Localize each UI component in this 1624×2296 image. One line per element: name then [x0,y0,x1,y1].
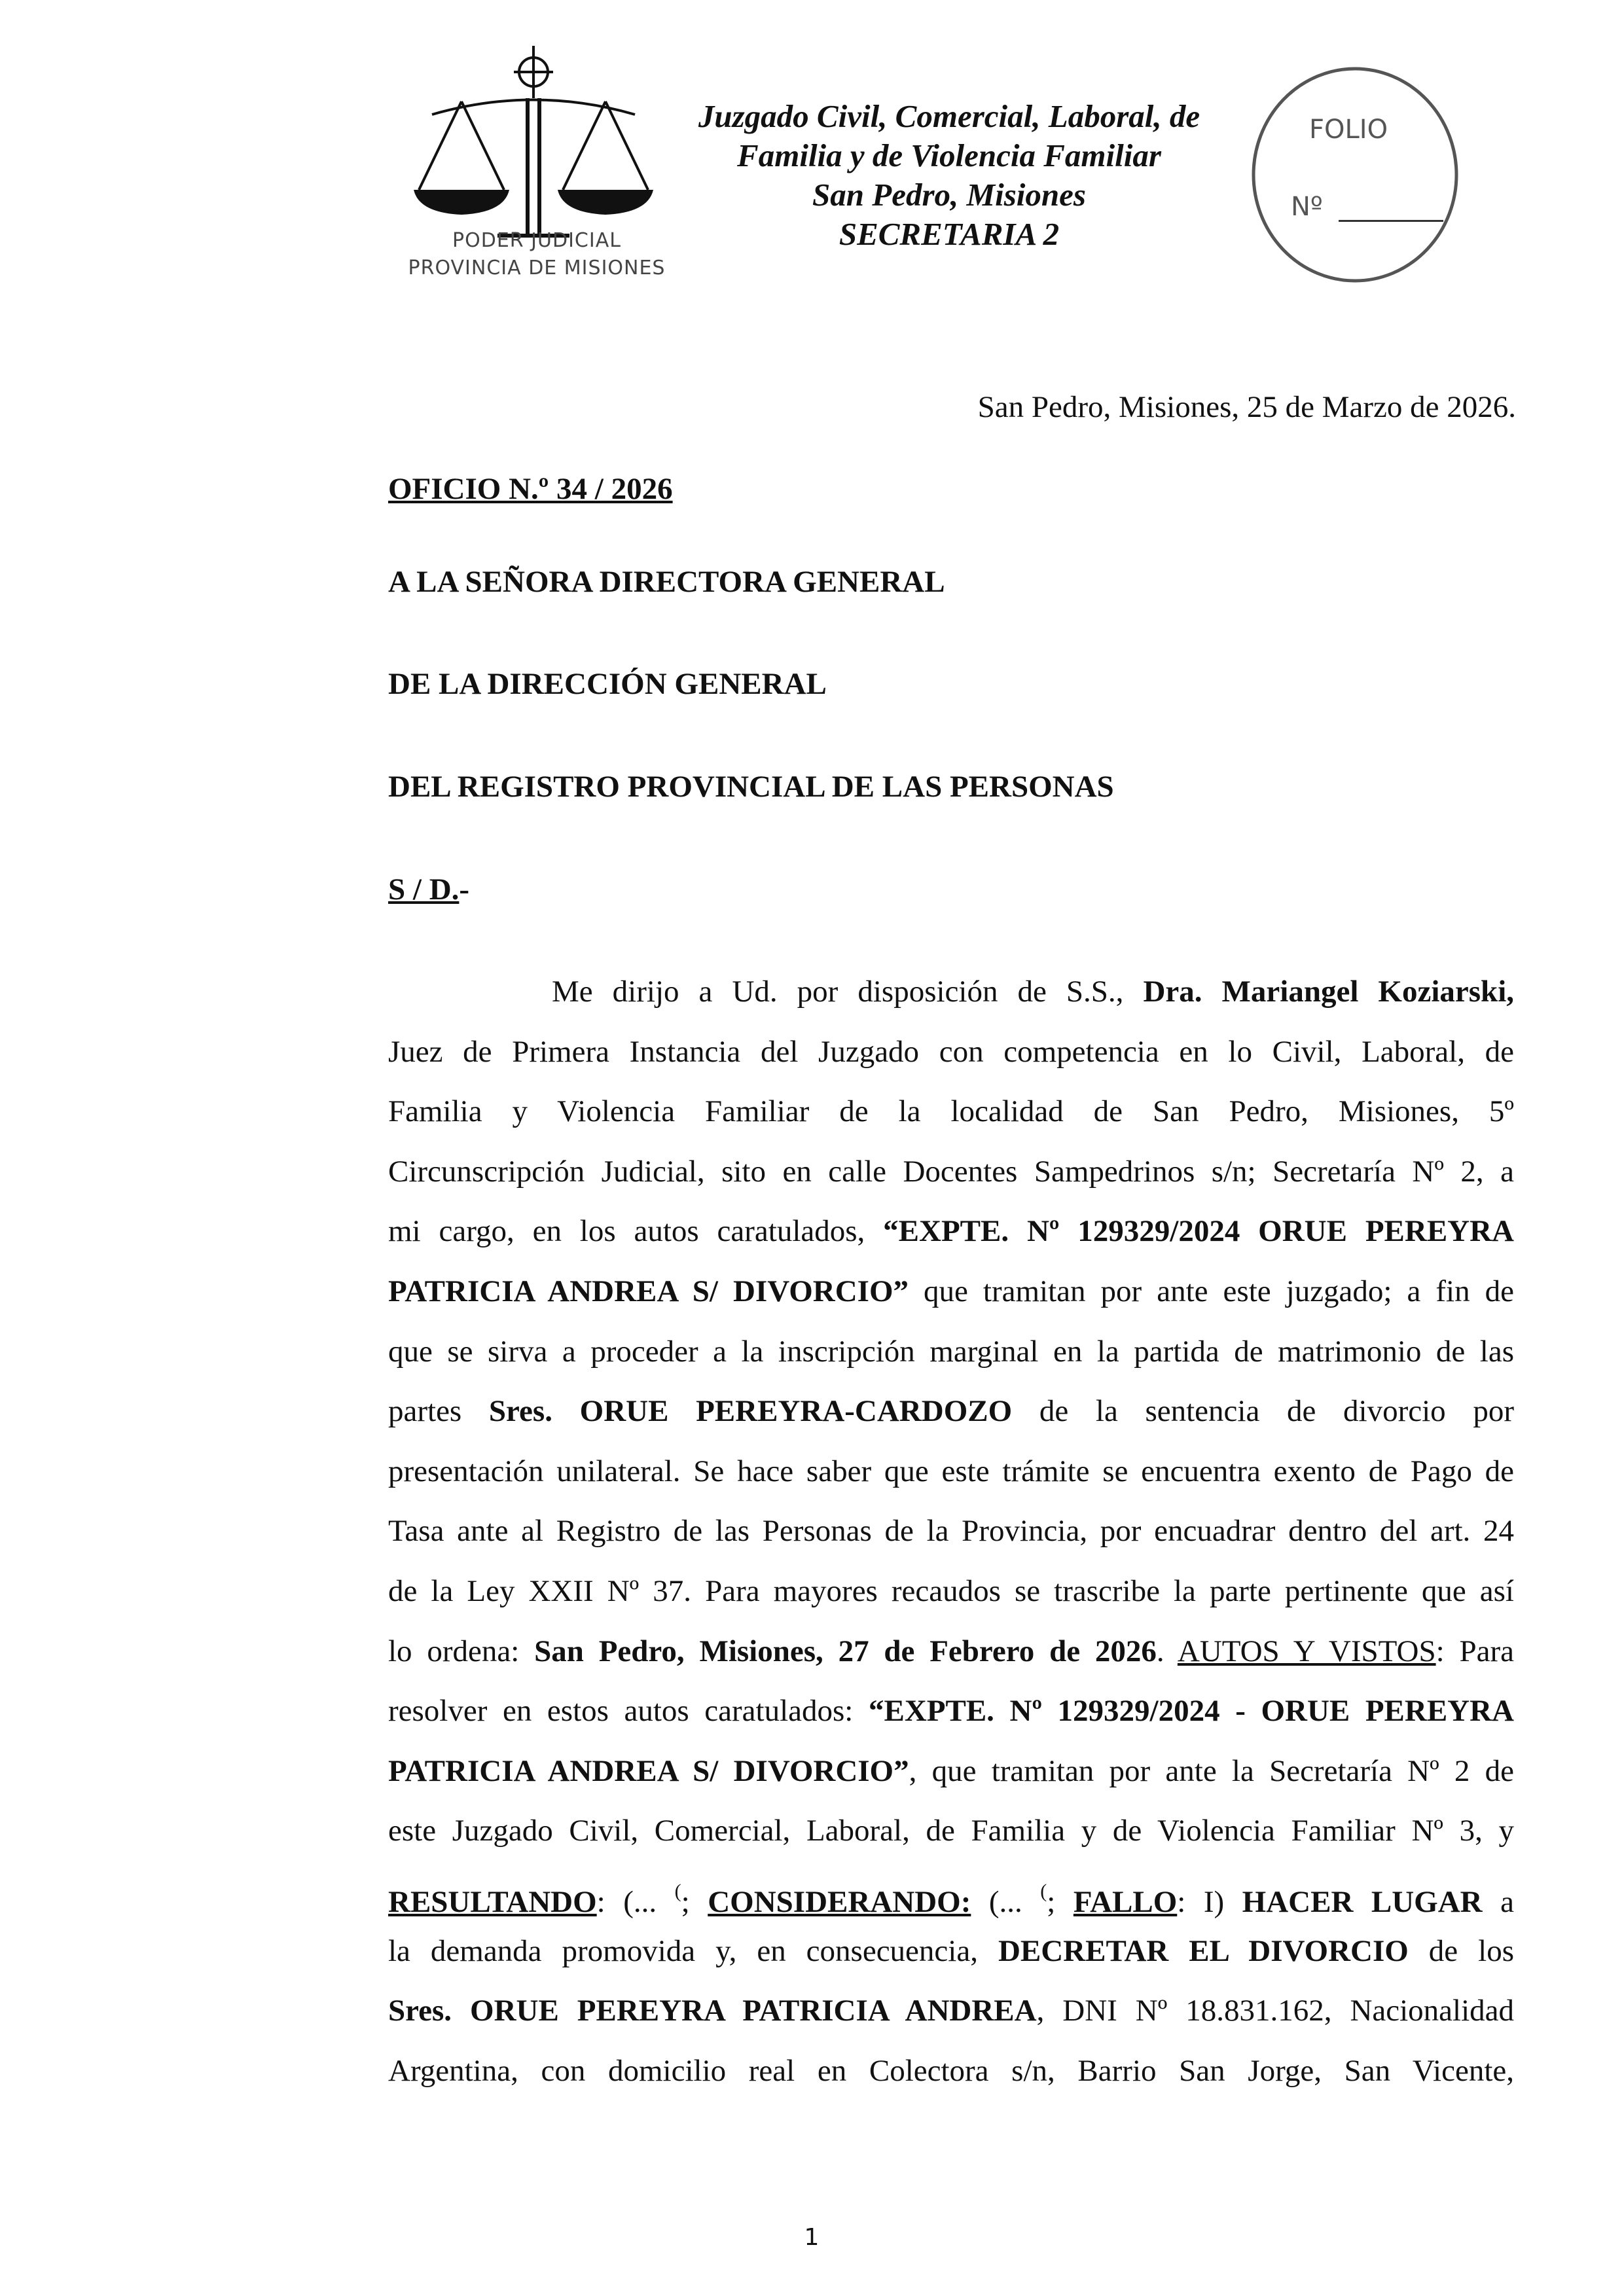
text: : Para [1435,1634,1514,1668]
folio-label: FOLIO [1309,115,1388,145]
body-line: de la Ley XXII Nº 37. Para mayores recaudos se trascribe la parte pertinente que así [388,1573,1514,1608]
autos-y-vistos: AUTOS Y VISTOS [1177,1634,1436,1668]
folio-stamp-circle [1247,62,1463,288]
court-heading [681,97,1218,254]
text: de los [1408,1933,1514,1968]
text: (... [971,1884,1041,1919]
party-name: Sres. ORUE PEREYRA PATRICIA ANDREA [388,1994,1037,2028]
text: ; [681,1884,708,1919]
body-line [388,1742,1514,1802]
body-line [388,1262,1514,1322]
case-title: “EXPTE. Nº 129329/2024 ORUE PEREYRA [883,1214,1514,1249]
case-title: PATRICIA ANDREA S/ DIVORCIO” [388,1274,909,1308]
court-line: Familia y de Violencia Familiar [737,137,1161,173]
text: a [1482,1884,1515,1919]
body-line [388,1681,1514,1742]
page-number: 1 [804,2224,820,2251]
date-line: San Pedro, Misiones, 25 de Marzo de 2026. [977,390,1516,424]
superscript: ( [674,1880,681,1902]
text: , que tramitan por ante la Secretaría Nº 2 de [909,1753,1514,1788]
body-line: presentación unilateral. Se hace saber que este trámite se encuentra exento de Pago de [388,1454,1514,1488]
body-line: Juez de Primera Instancia del Juzgado con competencia en lo Civil, Laboral, de [388,1034,1514,1069]
body-paragraph [388,962,1514,2101]
body-line [388,1622,1514,1682]
ruling-date: San Pedro, Misiones, 27 de Febrero de 2026 [534,1634,1157,1668]
fallo: FALLO [1073,1884,1178,1919]
body-line [388,1981,1514,2041]
text: ; [1047,1884,1074,1919]
text: , DNI Nº 18.831.162, Nacionalidad [1036,1994,1514,2028]
case-title: PATRICIA ANDREA S/ DIVORCIO” [388,1753,909,1788]
court-line: San Pedro, Misiones [812,177,1086,213]
text: Me dirijo a Ud. por disposición de S.S., [552,975,1144,1009]
text: que tramitan por ante este juzgado; a fin de [909,1274,1514,1308]
case-title: “EXPTE. Nº 129329/2024 - ORUE PEREYRA [868,1694,1514,1729]
text: de la sentencia de divorcio por [1012,1394,1514,1429]
decretar-divorcio: DECRETAR EL DIVORCIO [998,1933,1409,1968]
parties-name: Sres. ORUE PEREYRA-CARDOZO [488,1394,1013,1429]
text: lo ordena: [388,1634,535,1668]
court-line: SECRETARIA 2 [839,216,1060,252]
salutation [388,872,469,907]
folio-number-blank-line [1339,220,1443,222]
body-line: que se sirva a proceder a la inscripción marginal en la partida de matrimonio de las [388,1334,1514,1369]
body-line: Tasa ante al Registro de las Personas de la Provincia, por encuadrar dentro del art. 24 [388,1514,1514,1549]
body-line: Circunscripción Judicial, sito en calle Docentes Sampedrinos s/n; Secretaría Nº 2, a [388,1154,1514,1189]
hacer-lugar: HACER LUGAR [1242,1884,1483,1919]
salutation-main: S / D. [388,872,460,906]
body-line: Familia y Violencia Familiar de la localidad de San Pedro, Misiones, 5º [388,1094,1514,1129]
text: . [1156,1634,1178,1668]
body-line [388,1382,1514,1442]
court-line: Juzgado Civil, Comercial, Laboral, de [698,98,1200,134]
recipient-line: A LA SEÑORA DIRECTORA GENERAL [388,565,945,599]
recipient-line: DE LA DIRECCIÓN GENERAL [388,667,827,701]
body-line: este Juzgado Civil, Comercial, Laboral, de Familia y de Violencia Familiar Nº 3, y [388,1814,1514,1848]
seal-text-poder-judicial: PODER JUDICIAL [452,229,621,252]
folio-number-prefix: Nº [1291,192,1323,222]
text: resolver en estos autos caratulados: [388,1694,869,1729]
text: : I) [1177,1884,1242,1919]
text: : (... [596,1884,675,1919]
superscript: ( [1040,1880,1047,1902]
text: mi cargo, en los autos caratulados, [388,1214,884,1249]
judge-name: Dra. Mariangel Koziarski, [1143,975,1515,1009]
body-line [388,962,1514,1022]
seal-text-provincia: PROVINCIA DE MISIONES [408,257,666,279]
body-line [388,1861,1514,1922]
salutation-suffix: - [459,872,470,906]
resultando: RESULTANDO [388,1884,597,1919]
body-line [388,1922,1514,1982]
text: la demanda promovida y, en consecuencia, [388,1933,998,1968]
text: partes [388,1394,489,1429]
considerando: CONSIDERANDO: [708,1884,971,1919]
oficio-number: OFICIO N.º 34 / 2026 [388,472,673,506]
body-line [388,1202,1514,1262]
recipient-line: DEL REGISTRO PROVINCIAL DE LAS PERSONAS [388,770,1114,804]
body-line: Argentina, con domicilio real en Colectora s/n, Barrio San Jorge, San Vicente, [388,2053,1514,2088]
